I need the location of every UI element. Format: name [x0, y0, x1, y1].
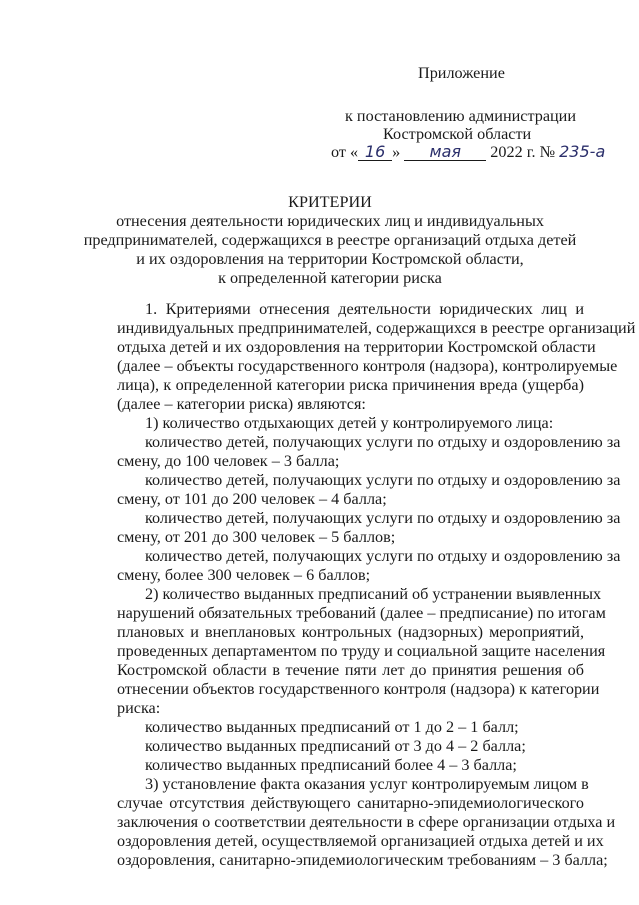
title-line: предпринимателей, содержащихся в реестре организаций отдыха детей	[83, 231, 577, 249]
body-line: смену, от 201 до 300 человек – 5 баллов;	[117, 528, 396, 546]
document-heading: КРИТЕРИИ	[288, 193, 372, 211]
body-line: 2) количество выданных предписаний об устранении выявленных	[145, 585, 602, 603]
body-line: количество выданных предписаний более 4 – 3 балла;	[145, 756, 517, 774]
date-day-handwritten: 16	[358, 143, 392, 161]
body-line: смену, от 101 до 200 человек – 4 балла;	[117, 490, 387, 508]
body-line: количество детей, получающих услуги по отдыху и оздоровлению за	[145, 433, 621, 451]
body-line: отдыха детей и их оздоровления на территории Костромской области	[117, 338, 596, 356]
body-line: 1. Критериями отнесения деятельности юридических лиц и	[145, 300, 584, 318]
body-line: количество детей, получающих услуги по отдыху и оздоровлению за	[145, 471, 621, 489]
body-line: заключения о соответствии деятельности в сфере организации отдыха и	[117, 813, 616, 831]
body-line: количество детей, получающих услуги по отдыху и оздоровлению за	[145, 509, 621, 527]
annex-resolution: к постановлению администрации	[345, 107, 577, 125]
date-mid: »	[392, 143, 401, 161]
title-line: отнесения деятельности юридических лиц и индивидуальных	[116, 212, 544, 230]
body-line: плановых и внеплановых контрольных (надзорных) мероприятий,	[117, 623, 584, 641]
body-line: Костромской области в течение пяти лет до принятия решения об	[117, 661, 584, 679]
body-line: оздоровления, санитарно-эпидемиологическим требованиям – 3 балла;	[117, 851, 608, 869]
body-line: 1) количество отдыхающих детей у контролируемого лица:	[145, 414, 554, 432]
body-line: 3) установление факта оказания услуг контролируемым лицом в	[145, 775, 589, 793]
body-line: проведенных департаментом по труду и социальной защите населения	[117, 642, 606, 660]
body-line: нарушений обязательных требований (далее – предписание) по итогам	[117, 604, 606, 622]
date-prefix: от «	[331, 143, 359, 161]
date-number-handwritten: 235-а	[559, 142, 606, 161]
body-line: (далее – категории риска) являются:	[117, 395, 366, 413]
body-line: риска:	[117, 699, 161, 717]
body-line: случае отсутствия действующего санитарно-эпидемиологического	[117, 794, 584, 812]
body-line: индивидуальных предпринимателей, содержащихся в реестре организаций	[117, 319, 636, 337]
body-line: количество выданных предписаний от 1 до 2 – 1 балл;	[145, 718, 519, 736]
date-year: 2022 г. №	[490, 143, 556, 161]
body-line: количество выданных предписаний от 3 до 4 – 2 балла;	[145, 737, 526, 755]
body-line: отнесении объектов государственного контроля (надзора) к категории	[117, 680, 600, 698]
body-line: смену, более 300 человек – 6 баллов;	[117, 566, 371, 584]
body-line: смену, до 100 человек – 3 балла;	[117, 452, 340, 470]
annex-label: Приложение	[418, 64, 505, 82]
title-line: к определенной категории риска	[218, 269, 442, 287]
date-month-handwritten: мая	[404, 143, 486, 161]
annex-region: Костромской области	[383, 125, 532, 143]
body-line: (далее – объекты государственного контроля (надзора), контролируемые	[117, 357, 618, 375]
body-line: количество детей, получающих услуги по отдыху и оздоровлению за	[145, 547, 621, 565]
annex-date-line	[331, 143, 609, 162]
body-line: лица), к определенной категории риска причинения вреда (ущерба)	[117, 376, 584, 394]
title-line: и их оздоровления на территории Костромской области,	[136, 250, 524, 268]
body-line: оздоровления детей, осуществляемой организацией отдыха детей и их	[117, 832, 604, 850]
